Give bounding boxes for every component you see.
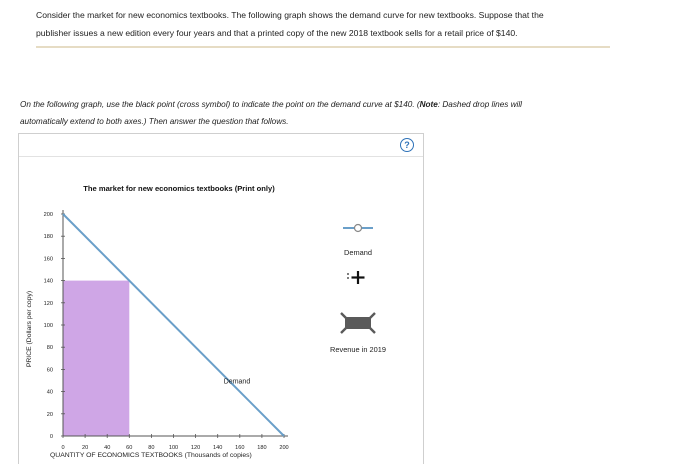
black-point-tool[interactable] — [347, 271, 365, 284]
y-tick-label: 0 — [49, 434, 53, 440]
x-tick-label: 100 — [168, 445, 179, 451]
graph-panel — [18, 133, 424, 464]
revenue-tool-icon — [345, 317, 371, 329]
cross-icon-drop-dot — [347, 277, 349, 279]
x-tick-label: 20 — [81, 445, 89, 451]
demand-tool-handle-icon — [355, 225, 362, 232]
x-tick-label: 40 — [104, 445, 111, 451]
x-tick-label: 200 — [279, 445, 289, 451]
y-tick-label: 160 — [43, 256, 53, 263]
x-tick-label: 60 — [126, 445, 133, 451]
demand-curve-label: Demand — [223, 378, 251, 386]
demand-tool[interactable] — [343, 225, 373, 232]
instructions-line-1 — [20, 96, 660, 113]
demand-chart — [19, 134, 423, 464]
x-tick-label: 180 — [257, 445, 267, 451]
x-tick-label: 0 — [61, 445, 65, 451]
x-tick-label: 140 — [213, 445, 223, 451]
instructions-line-1-after: : Dashed drop lines will — [437, 100, 523, 109]
instructions-line-2: automatically extend to both axes.) Then answer the question that follows. — [20, 117, 289, 126]
y-axis-label: PRICE (Dollars per copy) — [26, 290, 33, 368]
divider — [36, 46, 610, 48]
x-tick-label: 80 — [148, 445, 155, 451]
revenue-region — [63, 281, 129, 436]
x-tick-label: 160 — [235, 445, 245, 451]
y-tick-label: 180 — [43, 234, 53, 241]
y-tick-label: 20 — [46, 411, 53, 418]
note-label: Note — [419, 100, 438, 109]
intro-text — [36, 6, 636, 42]
y-tick-label: 40 — [46, 389, 53, 396]
intro-line-1: Consider the market for new economics textbooks. The following graph shows the demand curve for new textbooks. Suppose that the — [36, 10, 544, 20]
help-button[interactable]: ? — [400, 138, 414, 152]
instructions-text — [20, 96, 660, 130]
revenue-tool[interactable] — [341, 313, 375, 333]
x-tick-label: 120 — [190, 445, 201, 451]
legend-revenue-label: Revenue in 2019 — [330, 345, 386, 354]
legend-demand-label: Demand — [344, 248, 372, 257]
y-tick-label: 100 — [43, 323, 53, 329]
x-axis-label: QUANTITY OF ECONOMICS TEXTBOOKS (Thousands of copies) — [50, 452, 252, 459]
chart-title: The market for new economics textbooks (Print only) — [83, 184, 275, 193]
cross-icon-drop-dot — [347, 273, 349, 275]
y-tick-label: 80 — [46, 345, 53, 352]
y-tick-label: 120 — [43, 300, 53, 307]
y-tick-label: 200 — [43, 212, 53, 218]
intro-line-2: publisher issues a new edition every four years and that a printed copy of the new 2018 textbook sells for a retail price of $140. — [36, 28, 518, 38]
y-tick-label: 60 — [46, 367, 53, 374]
instructions-line-1-before: On the following graph, use the black point (cross symbol) to indicate the point on the demand curve at $140. ( — [20, 100, 420, 109]
y-tick-label: 140 — [43, 278, 53, 285]
